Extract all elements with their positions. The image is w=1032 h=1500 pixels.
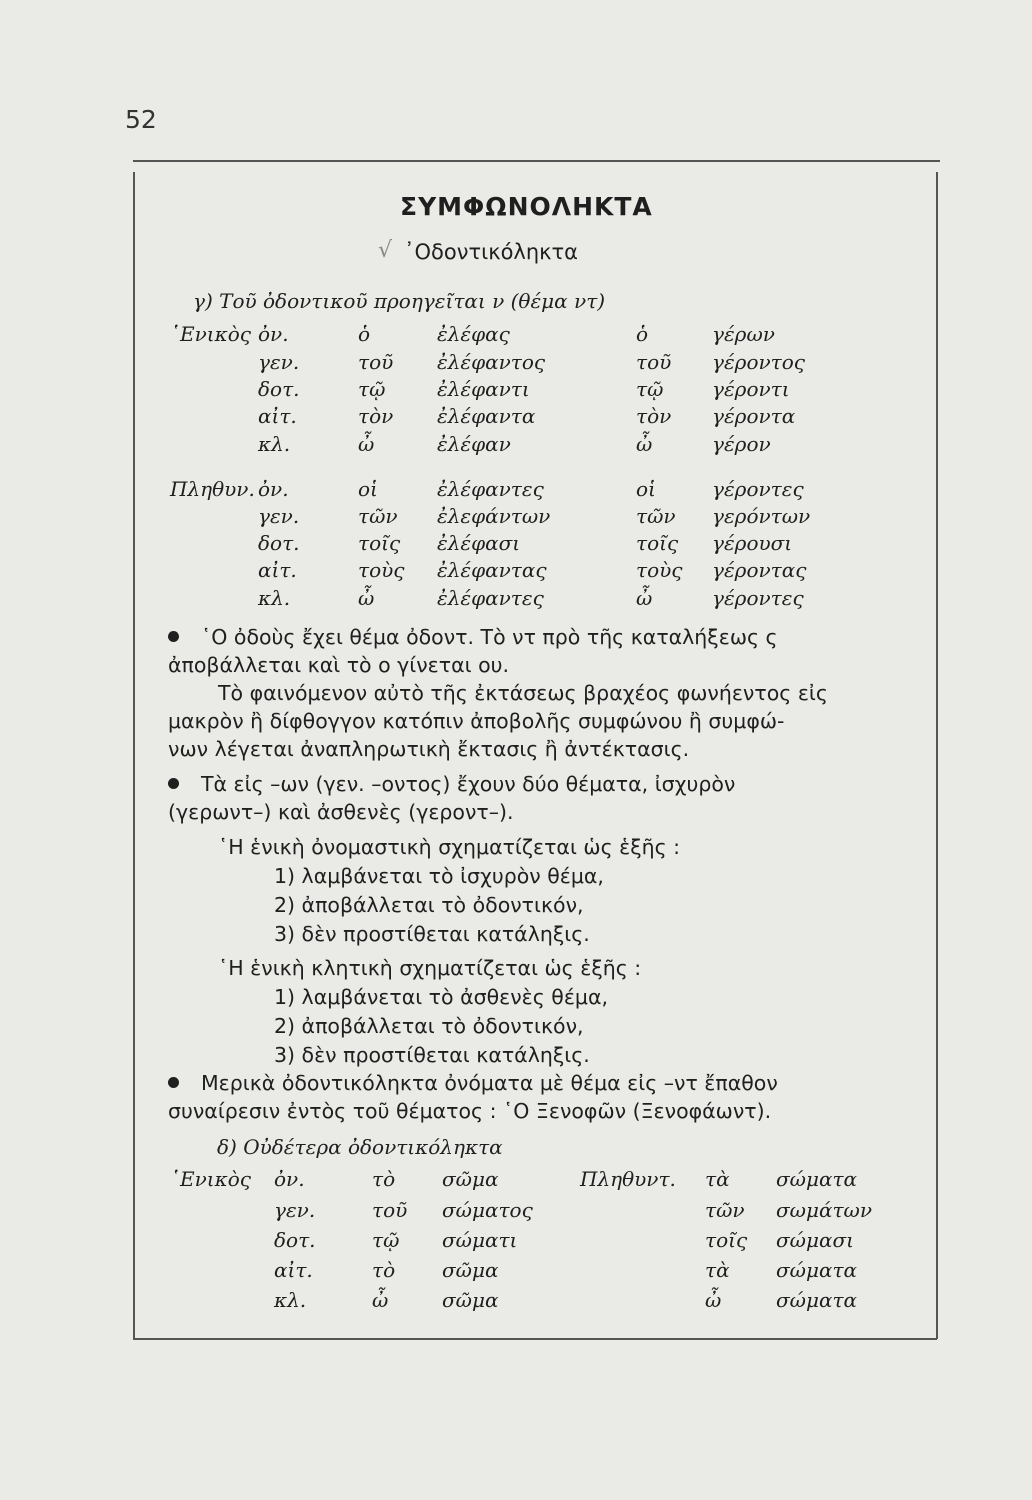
declension-cell-case: δοτ. [274,1228,316,1252]
declension-cell-case: αἰτ. [274,1258,313,1282]
declension-cell-art2: ὁ [636,322,649,346]
declension-cell-w2: γέροντα [712,404,796,428]
declension-cell-case: γεν. [258,350,300,374]
vocative-step-2: 2) ἀποβάλλεται τὸ ὀδοντικόν, [274,1014,584,1038]
note-paragraph-3 [168,770,735,798]
declension-cell-case: κλ. [258,586,291,610]
note-paragraph-1 [168,623,778,651]
declension-cell-art1: ὦ [358,586,375,610]
section-d-plural-label: Πληθυντ. [580,1167,676,1191]
declension-cell-w2: σώματα [776,1288,858,1312]
declension-cell-case: αἰτ. [258,404,297,428]
note-3-line-2: (γερωντ–) καὶ ἀσθενὲς (γεροντ–). [168,800,514,824]
declension-cell-case: δοτ. [258,531,300,555]
declension-cell-art2: τὸν [636,404,672,428]
page-number: 52 [125,105,157,134]
declension-cell-art1: τοὺς [358,558,405,582]
declension-cell-w2: γέρον [712,432,771,456]
declension-cell-w2: γέρουσι [712,531,793,555]
declension-cell-w2: γέρων [712,322,775,346]
declension-cell-w2: σώματα [776,1258,858,1282]
frame-left-rule [133,172,135,1339]
declension-cell-w1: ἐλέφαντος [437,350,546,374]
vocative-intro: ῾Η ἑνικὴ κλητικὴ σχηματίζεται ὡς ἑξῆς : [218,956,642,980]
declension-cell-w1: ἐλέφαντας [437,558,547,582]
declension-cell-w1: σώματι [442,1228,518,1252]
frame-right-rule [936,172,938,1339]
declension-cell-w2: γέροντας [712,558,807,582]
declension-cell-art1: τὸ [372,1258,396,1282]
declension-cell-w1: ἐλέφαν [437,432,511,456]
declension-cell-case: δοτ. [258,377,300,401]
section-d-singular-label: ῾Ενικὸς [170,1167,251,1191]
declension-cell-art1: τοῦ [372,1198,408,1222]
declension-cell-art2: ὦ [636,432,653,456]
vocative-step-1: 1) λαμβάνεται τὸ ἀσθενὲς θέμα, [274,985,608,1009]
note-2-line-2: μακρὸν ἢ δίφθογγον κατόπιν ἀποβολῆς συμφώνου ἢ συμφώ- [168,709,785,733]
declension-cell-case: ὀν. [258,322,289,346]
declension-cell-art2: οἱ [636,477,656,501]
bullet-icon [168,1077,179,1088]
declension-cell-w2: σώμασι [776,1228,854,1252]
declension-cell-w1: ἐλεφάντων [437,504,551,528]
declension-cell-case: γεν. [258,504,300,528]
declension-cell-w1: σῶμα [442,1167,499,1191]
declension-cell-w1: ἐλέφαντες [437,586,544,610]
declension-cell-w2: σώματα [776,1167,858,1191]
declension-cell-w2: γέροντος [712,350,805,374]
declension-cell-art2: ὦ [636,586,653,610]
declension-cell-art1: ὁ [358,322,371,346]
declension-cell-art1: οἱ [358,477,378,501]
declension-cell-w2: γέροντες [712,477,804,501]
declension-cell-art2: τοῖς [636,531,679,555]
declension-cell-art2: τοῖς [705,1228,748,1252]
section-g-heading: γ) Τοῦ ὀδοντικοῦ προηγεῖται ν (θέμα ντ) [193,289,606,313]
declension-cell-case: γεν. [274,1198,316,1222]
section-g-plural-label: Πληθυν. [170,477,255,501]
declension-cell-w1: ἐλέφαντες [437,477,544,501]
declension-cell-art2: τὰ [705,1167,730,1191]
frame-bottom-rule [133,1338,937,1340]
declension-cell-art2: τῶν [705,1198,745,1222]
note-2-line-3: νων λέγεται ἀναπληρωτικὴ ἔκτασις ἢ ἀντέκτασις. [168,737,690,761]
declension-cell-art2: τῷ [636,377,664,401]
note-4-line-1: Μερικὰ ὀδοντικόληκτα ὀνόματα μὲ θέμα εἰς –ντ ἔπαθον [201,1071,778,1095]
note-2-line-1: Τὸ φαινόμενον αὐτὸ τῆς ἐκτάσεως βραχέος φωνήεντος εἰς [218,681,828,705]
declension-cell-art2: τὰ [705,1258,730,1282]
note-1-line-2: ἀποβάλλεται καὶ τὸ ο γίνεται ου. [168,653,509,677]
declension-cell-art1: ὦ [358,432,375,456]
nominative-intro: ῾Η ἑνικὴ ὀνομαστικὴ σχηματίζεται ὡς ἑξῆς : [218,835,681,859]
declension-cell-art1: τοῦ [358,350,394,374]
declension-cell-w2: σωμάτων [776,1198,872,1222]
declension-cell-art1: τοῖς [358,531,401,555]
declension-cell-w2: γέροντες [712,586,804,610]
section-d-heading: δ) Οὐδέτερα ὀδοντικόληκτα [217,1135,503,1159]
bullet-icon [168,778,179,789]
bullet-icon [168,631,179,642]
declension-cell-w1: σώματος [442,1198,533,1222]
declension-cell-art2: τῶν [636,504,676,528]
pencil-check-mark-icon: √ [378,238,393,263]
nominative-step-3: 3) δὲν προστίθεται κατάληξις. [274,922,590,946]
vocative-step-3: 3) δὲν προστίθεται κατάληξις. [274,1043,590,1067]
page-title: ΣΥΜΦΩΝΟΛΗΚΤΑ [400,192,653,221]
declension-cell-case: ὀν. [258,477,289,501]
declension-cell-art2: τοῦ [636,350,672,374]
declension-cell-art1: τὸν [358,404,394,428]
declension-cell-case: κλ. [274,1288,307,1312]
declension-cell-art1: τῷ [358,377,386,401]
declension-cell-case: κλ. [258,432,291,456]
declension-cell-w2: γερόντων [712,504,811,528]
note-4-line-2: συναίρεσιν ἐντὸς τοῦ θέματος : ῾Ο Ξενοφῶν (Ξενοφάωντ). [168,1099,772,1123]
section-g-singular-label: ῾Ενικὸς [170,322,251,346]
declension-cell-art1: τῷ [372,1228,400,1252]
declension-cell-art2: ὦ [705,1288,722,1312]
declension-cell-case: αἰτ. [258,558,297,582]
note-1-line-1: ῾Ο ὀδοὺς ἔχει θέμα ὀδοντ. Τὸ ντ πρὸ τῆς καταλήξεως ς [201,625,778,649]
declension-cell-art1: τὸ [372,1167,396,1191]
declension-cell-w1: σῶμα [442,1288,499,1312]
declension-cell-art2: τοὺς [636,558,683,582]
declension-cell-w1: ἐλέφαντα [437,404,536,428]
declension-cell-w1: ἐλέφασι [437,531,521,555]
note-paragraph-4 [168,1069,778,1097]
section-subtitle: ᾿Οδοντικόληκτα [404,240,579,264]
declension-cell-w1: σῶμα [442,1258,499,1282]
frame-top-rule [133,160,940,162]
declension-cell-case: ὀν. [274,1167,305,1191]
declension-cell-w2: γέροντι [712,377,790,401]
nominative-step-2: 2) ἀποβάλλεται τὸ ὀδοντικόν, [274,893,584,917]
declension-cell-w1: ἐλέφαντι [437,377,530,401]
nominative-step-1: 1) λαμβάνεται τὸ ἰσχυρὸν θέμα, [274,864,604,888]
note-3-line-1: Τὰ εἰς –ων (γεν. –οντος) ἔχουν δύο θέματα, ἰσχυρὸν [201,772,736,796]
declension-cell-art1: τῶν [358,504,398,528]
declension-cell-art1: ὦ [372,1288,389,1312]
declension-cell-w1: ἐλέφας [437,322,510,346]
